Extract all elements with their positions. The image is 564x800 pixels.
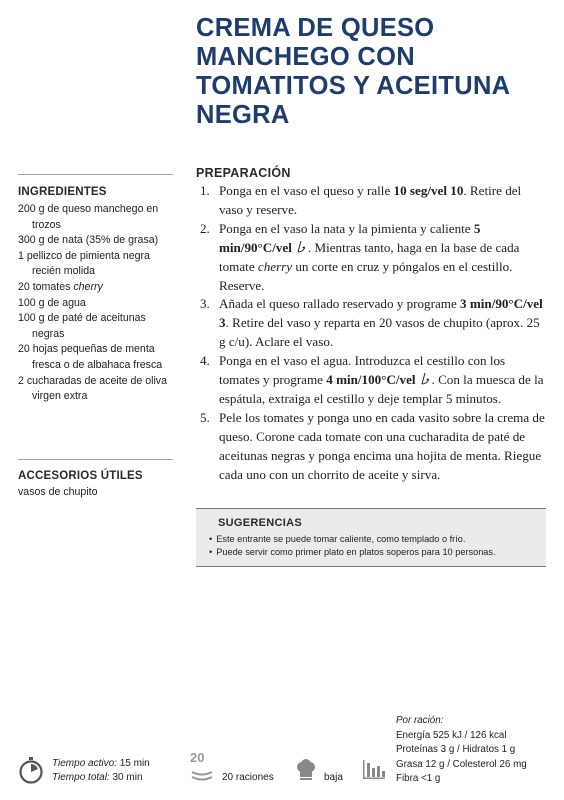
suggestion-item: • Puede servir como primer plato en platos soperos para 10 personas. (209, 546, 496, 559)
ingredient-item (18, 280, 173, 296)
ingredient-item: 200 g de queso manchego en trozos (18, 203, 159, 231)
ingredient-item: 20 hojas pequeñas de menta fresca o de albahaca fresca (18, 343, 163, 371)
step-number: 3. (200, 296, 210, 312)
step-text: . Con la muesca de la espátula, extraiga el cestillo y deje templar 5 minutos. (219, 372, 544, 406)
servings-text: 20 raciones (222, 772, 274, 783)
ingredient-item: 300 g de nata (35% de grasa) (18, 234, 159, 247)
active-time-value: 15 min (119, 758, 150, 769)
preparation-steps (200, 182, 545, 485)
preparation-step (200, 220, 545, 296)
ingredients-list (18, 202, 173, 405)
step-setting: 5 min/90°C/vel (219, 220, 481, 255)
chef-hat-icon (294, 758, 318, 782)
step-setting: 3 min/90°C/vel 3 (219, 296, 543, 331)
total-time (52, 772, 143, 783)
preparation-step (200, 409, 545, 485)
step-number: 2. (200, 220, 210, 236)
step-setting: 10 seg/vel 10 (393, 183, 464, 198)
nutrition-line: Energía 525 kJ / 126 kcal (396, 729, 507, 741)
ingredient-item: 100 g de agua (18, 296, 86, 309)
step-text: . Retire del vaso y reserve. (219, 183, 522, 217)
suggestions-list (209, 533, 496, 559)
step-text: Pele los tomates y ponga uno en cada vasito sobre la crema de queso. Corone cada tomate con una cucharadita de paté de aceitunas negras y ponga encima una hojita de menta. Riegue cada uno con un chorrito de aceite y sirva. (219, 409, 545, 482)
reverse-rotation-icon (416, 372, 432, 385)
step-text: . Mientras tanto, haga en la base de cada tomate (219, 239, 520, 274)
active-time (52, 758, 150, 769)
step-setting: 4 min/100°C/vel (326, 372, 416, 388)
step-text: Ponga en el vaso el agua. Introduzca el cestillo con los tomates y programe (219, 353, 506, 388)
accessories-text: vasos de chupito (18, 486, 98, 498)
ingredient-item: 2 cucharadas de aceite de oliva virgen extra (18, 374, 168, 403)
preparation-step (200, 352, 545, 409)
accessories-section (18, 470, 173, 498)
ingredients-top-rule (18, 174, 173, 175)
nutrition-line: Fibra <1 g (396, 773, 441, 785)
plates-icon (190, 766, 214, 782)
suggestion-item: • Este entrante se puede tomar caliente, como templado o frío. (209, 533, 496, 546)
ingredient-item: 1 pellizco de pimienta negra recién molida (18, 249, 150, 278)
suggestions-box (196, 508, 546, 567)
ingredient-item: 100 g de paté de aceitunas negras (18, 312, 146, 340)
step-number: 5. (200, 409, 210, 425)
step-number: 4. (200, 353, 210, 369)
suggestions-heading: SUGERENCIAS (218, 517, 302, 529)
step-text: Añada el queso rallado reservado y programe (219, 296, 461, 312)
total-time-value: 30 min (112, 772, 143, 783)
active-time-label: Tiempo activo: (52, 758, 117, 769)
accessories-heading: ACCESORIOS ÚTILES (18, 470, 143, 482)
nutrition-chart-icon (362, 758, 386, 780)
ingredients-heading: INGREDIENTES (18, 186, 107, 198)
nutrition-line: Proteínas 3 g / Hidratos 1 g (396, 744, 516, 756)
step-text: Ponga en el vaso el queso y ralle (219, 183, 394, 198)
ingredients-section (18, 186, 173, 405)
reverse-rotation-icon (292, 240, 308, 253)
recipe-title: CREMA DE QUESO MANCHEGO CON TOMATITOS Y ACEITUNA NEGRA (196, 14, 510, 129)
timer-icon (18, 756, 44, 784)
servings-number: 20 (190, 750, 205, 765)
step-number: 1. (200, 183, 210, 198)
nutrition-line: Grasa 12 g / Colesterol 26 mg (396, 758, 527, 770)
preparation-heading: PREPARACIÓN (196, 166, 291, 180)
nutrition-info (396, 714, 527, 787)
accessories-top-rule (18, 459, 173, 460)
nutrition-heading: Por ración: (396, 715, 444, 726)
step-text: un corte en cruz y póngalos en el cestillo. Reserve. (219, 258, 513, 293)
preparation-step (200, 295, 545, 352)
difficulty-text: baja (324, 772, 343, 783)
ingredient-item-text: 20 tomates cherry (18, 280, 103, 293)
step-text: . Retire del vaso y reparta en 20 vasos de chupito (aprox. 25 g c/u). Aclare el vaso. (219, 315, 540, 350)
total-time-label: Tiempo total: (52, 772, 110, 783)
preparation-step (200, 182, 545, 220)
step-emphasis: cherry (257, 258, 293, 274)
step-text: Ponga en el vaso la nata y la pimienta y caliente (219, 220, 474, 236)
